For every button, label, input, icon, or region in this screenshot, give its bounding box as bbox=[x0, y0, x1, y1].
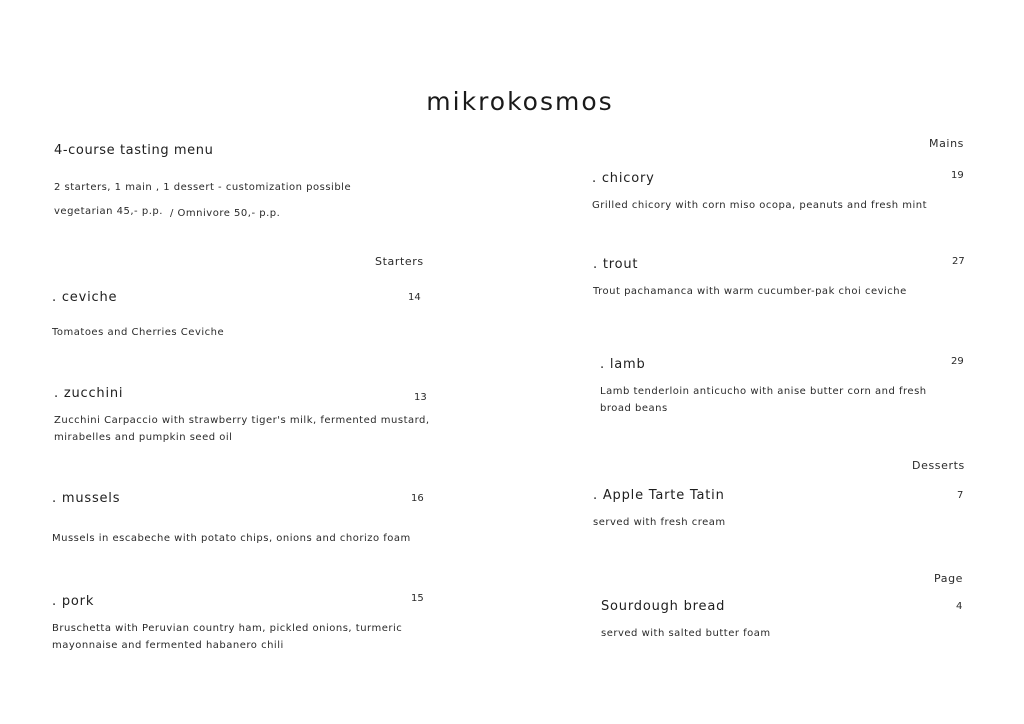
dish-price: 4 bbox=[956, 601, 963, 612]
omnivore-price: / Omnivore 50,- p.p. bbox=[170, 208, 281, 219]
dish-name: . mussels bbox=[52, 491, 121, 506]
dish-name: . ceviche bbox=[52, 290, 118, 305]
page-heading: Page bbox=[934, 572, 964, 585]
dish-price: 27 bbox=[952, 256, 965, 267]
dish-price: 14 bbox=[408, 292, 421, 303]
dish-price: 15 bbox=[411, 593, 424, 604]
mains-heading: Mains bbox=[929, 137, 964, 150]
dish-name: . pork bbox=[52, 594, 95, 609]
starters-heading: Starters bbox=[375, 255, 424, 268]
dish-description: Trout pachamanca with warm cucumber-pak choi ceviche bbox=[593, 286, 907, 297]
dish-description: Grilled chicory with corn miso ocopa, peanuts and fresh mint bbox=[592, 200, 928, 211]
dish-name: Sourdough bread bbox=[601, 599, 726, 614]
dish-description: Mussels in escabeche with potato chips, onions and chorizo foam bbox=[52, 533, 411, 544]
tasting-menu-info: 2 starters, 1 main , 1 dessert - customization possible bbox=[54, 182, 352, 193]
dish-name: . trout bbox=[593, 257, 639, 272]
dish-name: . zucchini bbox=[54, 386, 124, 401]
dish-description: served with fresh cream bbox=[593, 517, 726, 528]
desserts-heading: Desserts bbox=[912, 459, 965, 472]
dish-description: Lamb tenderloin anticucho with anise butter corn and fresh broad beans bbox=[600, 386, 927, 414]
restaurant-title: mikrokosmos bbox=[426, 87, 614, 116]
dish-name: . Apple Tarte Tatin bbox=[593, 488, 725, 503]
dish-name: . chicory bbox=[592, 171, 655, 186]
dish-description: served with salted butter foam bbox=[601, 628, 771, 639]
vegetarian-price: vegetarian 45,- p.p. bbox=[54, 206, 163, 217]
dish-price: 16 bbox=[411, 493, 424, 504]
dish-description: Tomatoes and Cherries Ceviche bbox=[52, 327, 225, 338]
dish-price: 29 bbox=[951, 356, 964, 367]
dish-description: Zucchini Carpaccio with strawberry tiger's milk, fermented mustard, mirabelles and pumpkin seed oil bbox=[54, 415, 430, 443]
dish-price: 7 bbox=[957, 490, 964, 501]
tasting-menu-heading: 4-course tasting menu bbox=[54, 143, 214, 158]
dish-price: 19 bbox=[951, 170, 964, 181]
dish-description: Bruschetta with Peruvian country ham, pickled onions, turmeric mayonnaise and fermented habanero chili bbox=[52, 623, 403, 651]
dish-name: . lamb bbox=[600, 357, 646, 372]
dish-price: 13 bbox=[414, 392, 427, 403]
